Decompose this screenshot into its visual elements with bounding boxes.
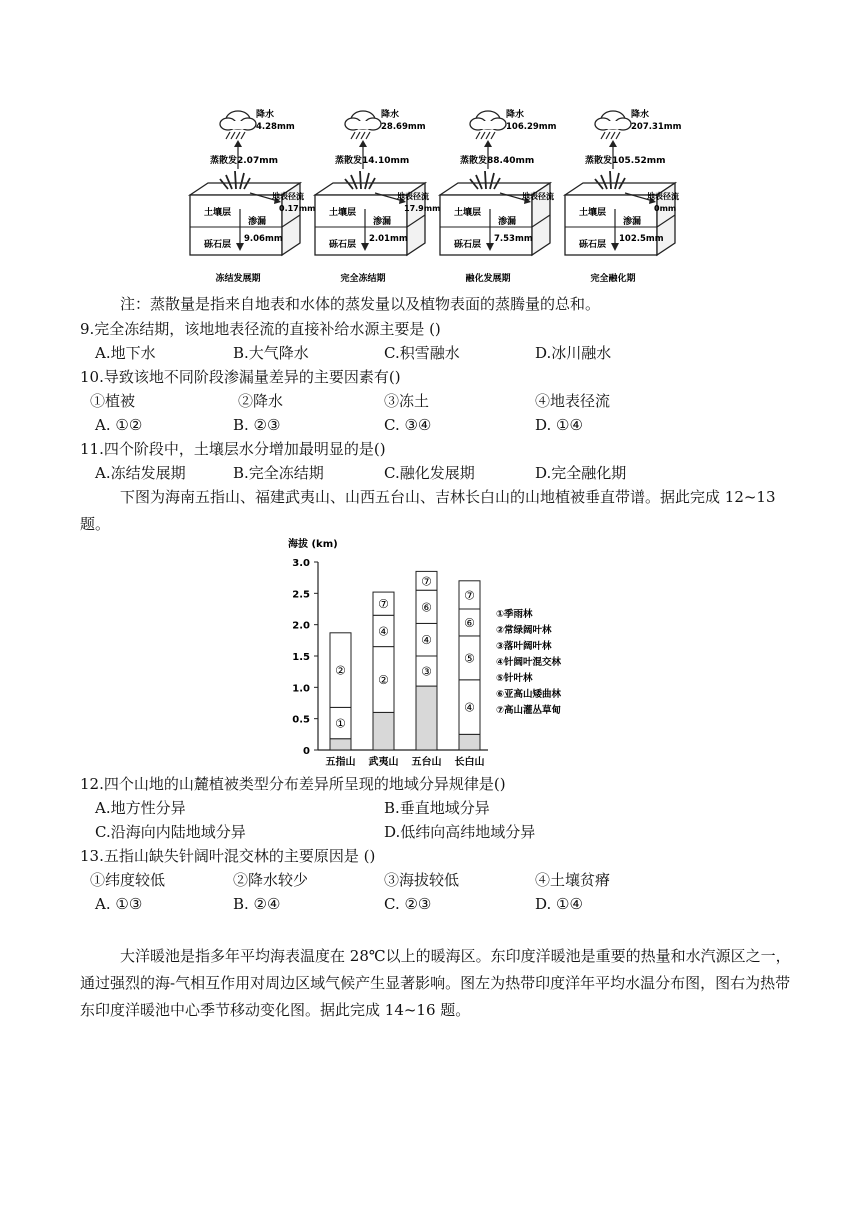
seep-label: 渗漏 (373, 217, 392, 227)
panel-3 (440, 108, 557, 284)
runoff-label: 地表径流 (272, 192, 304, 201)
x-tick-label: 五台山 (411, 757, 442, 768)
segment-label: ⑤ (464, 651, 475, 666)
q13-option-c[interactable]: C. ②③ (384, 895, 432, 913)
seep-value: 9.06mm (244, 234, 283, 244)
legend-item: ③落叶阔叶林 (496, 641, 552, 652)
panel-1 (190, 108, 315, 284)
cloud-rain-icon (220, 111, 256, 139)
segment-label: ⑦ (378, 597, 389, 612)
cloud-rain-icon (345, 111, 381, 139)
q9-option-b[interactable]: B.大气降水 (233, 344, 309, 362)
y-tick-label: 0 (303, 746, 310, 757)
q9-option-a[interactable]: A.地下水 (95, 344, 156, 362)
segment-label: ① (335, 716, 346, 731)
panel-2 (315, 108, 440, 284)
y-tick-label: 2.5 (292, 589, 310, 601)
bar-3 (416, 571, 437, 750)
evap-label: 蒸散发14.10mm (335, 156, 410, 166)
y-tick-label: 1.5 (292, 652, 310, 663)
y-tick-label: 1.0 (292, 683, 310, 695)
q10-item-4: ④地表径流 (535, 392, 611, 410)
precip-value: 106.29mm (506, 122, 557, 132)
q13-option-d[interactable]: D. ①④ (535, 895, 583, 913)
segment-label: ⑦ (464, 588, 475, 603)
q12-stem: 12.四个山地的山麓植被类型分布差异所呈现的地域分异规律是() (80, 775, 506, 793)
segment-label: ② (335, 663, 346, 678)
q13-item-1: ①纬度较低 (90, 871, 166, 889)
bar-4 (459, 581, 480, 750)
seep-label: 渗漏 (623, 217, 642, 227)
q11-stem: 11.四个阶段中，土壤层水分增加最明显的是() (80, 440, 386, 458)
precip-label: 降水 (631, 110, 650, 120)
legend-item: ⑥亚高山矮曲林 (496, 689, 562, 700)
q10-option-b[interactable]: B. ②③ (233, 416, 281, 434)
q11-option-c[interactable]: C.融化发展期 (384, 464, 475, 482)
q11-option-b[interactable]: B.完全冻结期 (233, 464, 324, 482)
q11-option-a[interactable]: A.冻结发展期 (95, 464, 186, 482)
water-balance-diagram (180, 105, 700, 290)
q13-item-4: ④土壤贫瘠 (535, 871, 611, 889)
runoff-value: 0.17mm (279, 204, 316, 213)
panel-caption: 冻结发展期 (215, 274, 261, 284)
precip-value: 207.31mm (631, 122, 682, 132)
q10-item-3: ③冻土 (384, 392, 430, 410)
soil-label: 土壤层 (454, 208, 482, 218)
q10-stem: 10.导致该地不同阶段渗漏量差异的主要因素有() (80, 368, 401, 386)
gravel-label: 砾石层 (454, 240, 482, 250)
q13-stem: 13.五指山缺失针阔叶混交林的主要原因是 () (80, 847, 376, 865)
y-tick-label: 2.0 (292, 620, 310, 632)
soil-label: 土壤层 (329, 208, 357, 218)
q9-option-d[interactable]: D.冰川融水 (535, 344, 612, 362)
seep-label: 渗漏 (498, 217, 517, 227)
segment-label: ③ (421, 664, 432, 679)
soil-label: 土壤层 (204, 208, 232, 218)
segment-label: ④ (464, 700, 475, 715)
q11-option-d[interactable]: D.完全融化期 (535, 464, 627, 482)
runoff-label: 地表径流 (397, 192, 429, 201)
y-tick-label: 3.0 (292, 558, 310, 569)
panel-caption: 完全冻结期 (340, 274, 386, 284)
q12-option-c[interactable]: C.沿海向内陆地域分异 (95, 823, 246, 841)
segment-label: ⑥ (421, 600, 432, 615)
q12-option-a[interactable]: A.地方性分异 (95, 799, 186, 817)
q10-item-1: ①植被 (90, 392, 136, 410)
segment-label: ② (378, 673, 389, 687)
gravel-label: 砾石层 (204, 240, 232, 250)
x-tick-label: 五指山 (325, 757, 356, 768)
panel-caption: 完全融化期 (590, 274, 636, 284)
intro-14-16: 大洋暖池是指多年平均海表温度在 28℃以上的暖海区。东印度洋暖池是重要的热量和水汽源区之一，通过强烈的海-气相互作用对周边区域气候产生显著影响。图左为热带印度洋年平均水温分布图，图右为热带东印度洋暖池中心季节移动变化图。据此完成 14~16 题。 (80, 947, 791, 1019)
segment-label: ④ (421, 633, 432, 648)
q9-option-c[interactable]: C.积雪融水 (384, 344, 460, 362)
cloud-rain-icon (470, 111, 506, 139)
seep-value: 2.01mm (369, 234, 408, 244)
bar-base-shade (416, 686, 437, 750)
x-tick-label: 武夷山 (368, 757, 399, 768)
legend-item: ⑤针叶林 (496, 673, 533, 684)
seep-value: 7.53mm (494, 234, 533, 244)
gravel-label: 砾石层 (329, 240, 357, 250)
gravel-label: 砾石层 (579, 240, 607, 250)
bar-base-shade (459, 734, 480, 750)
legend-item: ①季雨林 (496, 609, 533, 620)
segment-label: ④ (378, 624, 389, 639)
runoff-label: 地表径流 (522, 192, 554, 201)
segment-label: ⑥ (464, 615, 475, 630)
q12-option-b[interactable]: B.垂直地域分异 (384, 799, 490, 817)
x-tick-label: 长白山 (454, 757, 485, 768)
bar-base-shade (330, 739, 351, 750)
legend-item: ②常绿阔叶林 (496, 625, 552, 636)
runoff-value: 0mm (654, 204, 677, 213)
cloud-rain-icon (595, 111, 631, 139)
q13-item-3: ③海拔较低 (384, 871, 460, 889)
evap-label: 蒸散发105.52mm (585, 156, 666, 166)
precip-value: 4.28mm (256, 122, 295, 132)
q12-option-d[interactable]: D.低纬向高纬地域分异 (384, 823, 536, 841)
evap-label: 蒸散发88.40mm (460, 156, 535, 166)
legend (496, 608, 562, 716)
segment-label: ⑦ (421, 574, 432, 589)
vegetation-zone-chart (270, 535, 600, 770)
runoff-value: 17.9mm (404, 204, 441, 213)
bar-1 (330, 633, 351, 750)
bar-base-shade (373, 712, 394, 750)
q10-item-2: ②降水 (238, 392, 284, 410)
bar-2 (373, 592, 394, 750)
panel-caption: 融化发展期 (465, 274, 511, 284)
precip-label: 降水 (506, 110, 525, 120)
legend-item: ④针阔叶混交林 (496, 657, 562, 668)
intro-12-13: 下图为海南五指山、福建武夷山、山西五台山、吉林长白山的山地植被垂直带谱。据此完成 12~13 题。 (80, 488, 776, 533)
diagram-note: 注：蒸散量是指来自地表和水体的蒸发量以及植物表面的蒸腾量的总和。 (120, 295, 601, 313)
evap-label: 蒸散发2.07mm (210, 156, 278, 166)
q9-stem: 9.完全冻结期，该地地表径流的直接补给水源主要是 () (80, 320, 441, 338)
q10-option-c[interactable]: C. ③④ (384, 416, 432, 434)
runoff-label: 地表径流 (647, 192, 679, 201)
legend-item: ⑦高山灌丛草甸 (496, 705, 562, 716)
y-tick-label: 0.5 (292, 714, 310, 726)
precip-value: 28.69mm (381, 122, 426, 132)
q13-option-b[interactable]: B. ②④ (233, 895, 281, 913)
seep-value: 102.5mm (619, 234, 664, 244)
precip-label: 降水 (256, 110, 275, 120)
soil-label: 土壤层 (579, 208, 607, 218)
y-axis-label: 海拔 (km) (288, 539, 338, 550)
panel-4 (565, 108, 682, 284)
precip-label: 降水 (381, 110, 400, 120)
q10-option-d[interactable]: D. ①④ (535, 416, 583, 434)
q13-option-a[interactable]: A. ①③ (95, 895, 143, 913)
q10-option-a[interactable]: A. ①② (95, 416, 143, 434)
q13-item-2: ②降水较少 (233, 871, 309, 889)
seep-label: 渗漏 (248, 217, 267, 227)
